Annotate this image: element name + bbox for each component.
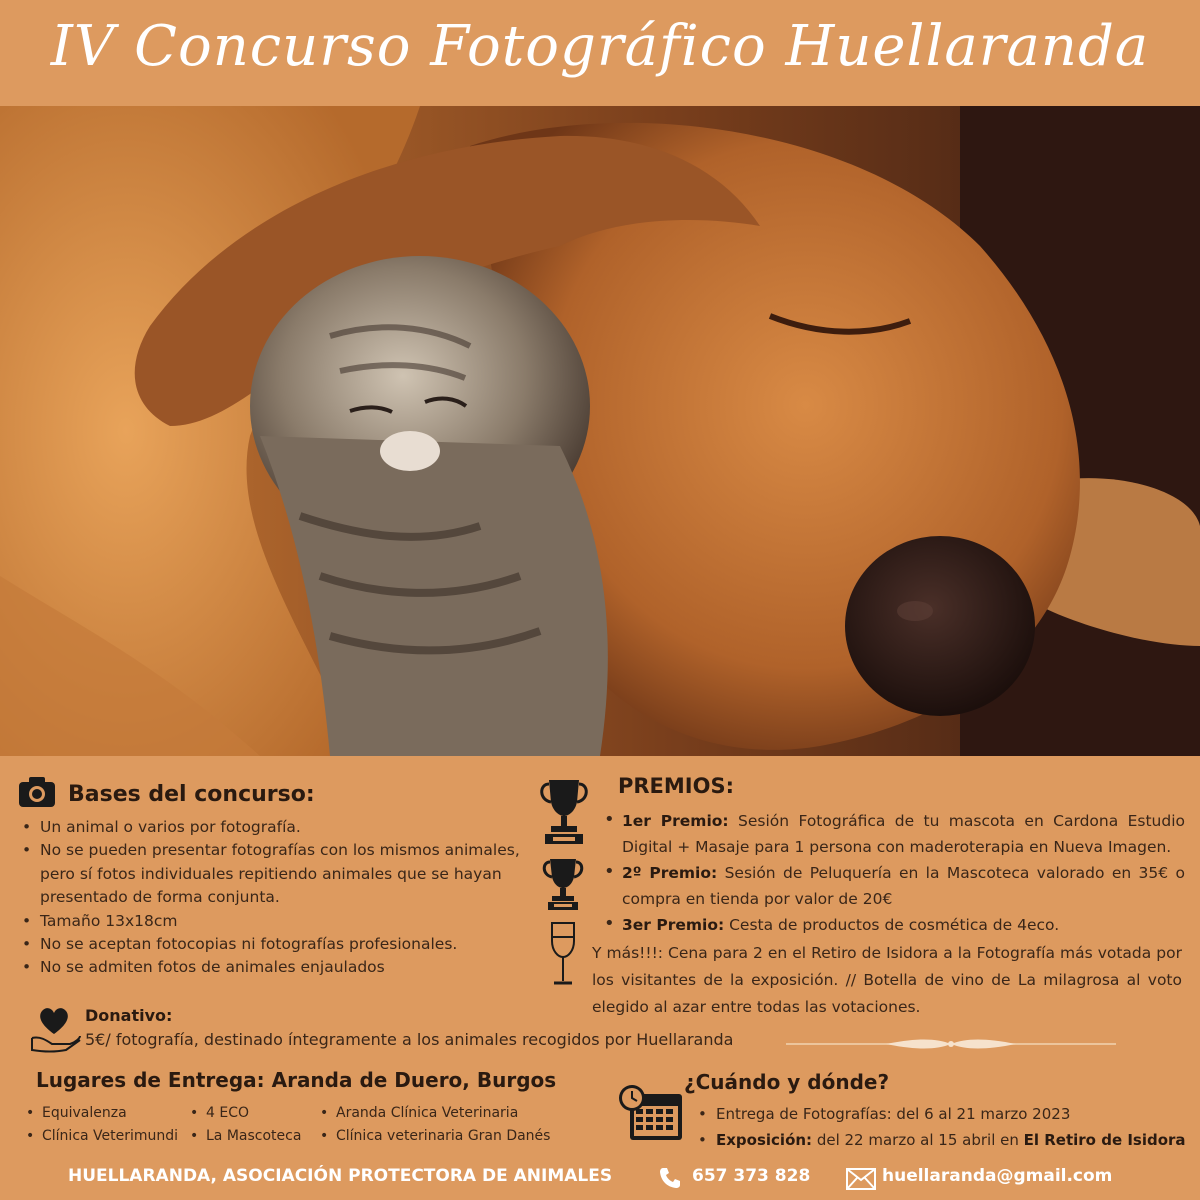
lugar-item: • Clínica Veterimundi bbox=[24, 1125, 178, 1148]
premios-list bbox=[600, 808, 1185, 938]
exposicion-item bbox=[696, 1127, 1186, 1153]
lugar-item: • La Mascoteca bbox=[188, 1125, 301, 1148]
bases-item: • No se pueden presentar fotografías con los mismos animales, pero sí fotos individuales repitiendo animales que se hayan presentado de forma conjunta. bbox=[20, 839, 530, 909]
poster-header bbox=[0, 0, 1200, 106]
premios-extra: Y más!!!: Cena para 2 en el Retiro de Isidora a la Fotografía más votada por los visitantes de la exposición. // Botella de vino de La milagrosa al voto elegido al azar entre todas las votaciones. bbox=[592, 944, 1182, 1016]
cuando-list bbox=[696, 1101, 1186, 1153]
poster-title: IV Concurso Fotográfico Huellaranda bbox=[50, 14, 1150, 79]
info-panel bbox=[0, 756, 1200, 1200]
trophy-icon bbox=[540, 856, 586, 912]
bases-item: • Tamaño 13x18cm bbox=[20, 910, 530, 933]
bases-list bbox=[20, 816, 530, 980]
phone-icon bbox=[658, 1166, 682, 1190]
camera-icon bbox=[18, 776, 56, 808]
footer-org: HUELLARANDA, ASOCIACIÓN PROTECTORA DE ANIMALES bbox=[68, 1166, 613, 1186]
ornament-divider bbox=[786, 1038, 1116, 1050]
premio-text: Sesión Fotográfica de tu mascota en Cardona Estudio Digital + Masaje para 1 persona con maderoterapia en Nueva Imagen. bbox=[622, 812, 1185, 856]
exposicion-label: Exposición: bbox=[716, 1131, 813, 1149]
premio-text: Sesión de Peluquería en la Mascoteca valorado en 35€ o compra en tienda por valor de 20€ bbox=[622, 864, 1185, 908]
premio-label: 1er Premio: bbox=[622, 812, 729, 830]
wine-glass-icon bbox=[548, 921, 578, 987]
lugares-heading: Lugares de Entrega: Aranda de Duero, Burgos bbox=[36, 1068, 557, 1092]
trophy-icon bbox=[535, 776, 593, 846]
bases-item: • No se admiten fotos de animales enjaulados bbox=[20, 956, 530, 979]
lugar-item: • Clínica veterinaria Gran Danés bbox=[318, 1125, 550, 1148]
heart-hand-icon bbox=[30, 1006, 82, 1054]
mail-icon bbox=[846, 1168, 876, 1190]
premio-item bbox=[600, 860, 1185, 912]
bases-heading: Bases del concurso: bbox=[68, 782, 315, 807]
cuando-heading: ¿Cuándo y dónde? bbox=[684, 1070, 890, 1094]
lugar-item: • Aranda Clínica Veterinaria bbox=[318, 1102, 550, 1125]
premio-label: 3er Premio: bbox=[622, 916, 725, 934]
footer-phone[interactable]: 657 373 828 bbox=[692, 1166, 811, 1186]
premio-label: 2º Premio: bbox=[622, 864, 718, 882]
exposicion-place: El Retiro de Isidora bbox=[1023, 1131, 1186, 1149]
calendar-clock-icon bbox=[618, 1084, 684, 1144]
lugares-column-1 bbox=[24, 1102, 178, 1148]
premio-item bbox=[600, 808, 1185, 860]
bases-item: • No se aceptan fotocopias ni fotografías profesionales. bbox=[20, 933, 530, 956]
lugares-column-3 bbox=[318, 1102, 550, 1148]
premio-item bbox=[600, 912, 1185, 938]
lugares-column-2 bbox=[188, 1102, 301, 1148]
bases-item: • Un animal o varios por fotografía. bbox=[20, 816, 530, 839]
lugar-item: • Equivalenza bbox=[24, 1102, 178, 1125]
dog-and-kitten-photo bbox=[0, 106, 1200, 756]
donativo-text: 5€/ fotografía, destinado íntegramente a los animales recogidos por Huellaranda bbox=[85, 1030, 734, 1049]
footer-email[interactable]: huellaranda@gmail.com bbox=[882, 1166, 1113, 1186]
premios-heading: PREMIOS: bbox=[618, 774, 734, 798]
exposicion-dates: del 22 marzo al 15 abril en bbox=[812, 1131, 1024, 1149]
lugar-item: • 4 ECO bbox=[188, 1102, 301, 1125]
donativo-heading: Donativo: bbox=[85, 1006, 173, 1025]
premio-text: Cesta de productos de cosmética de 4eco. bbox=[724, 916, 1060, 934]
entrega-item: • Entrega de Fotografías: del 6 al 21 marzo 2023 bbox=[696, 1101, 1186, 1127]
